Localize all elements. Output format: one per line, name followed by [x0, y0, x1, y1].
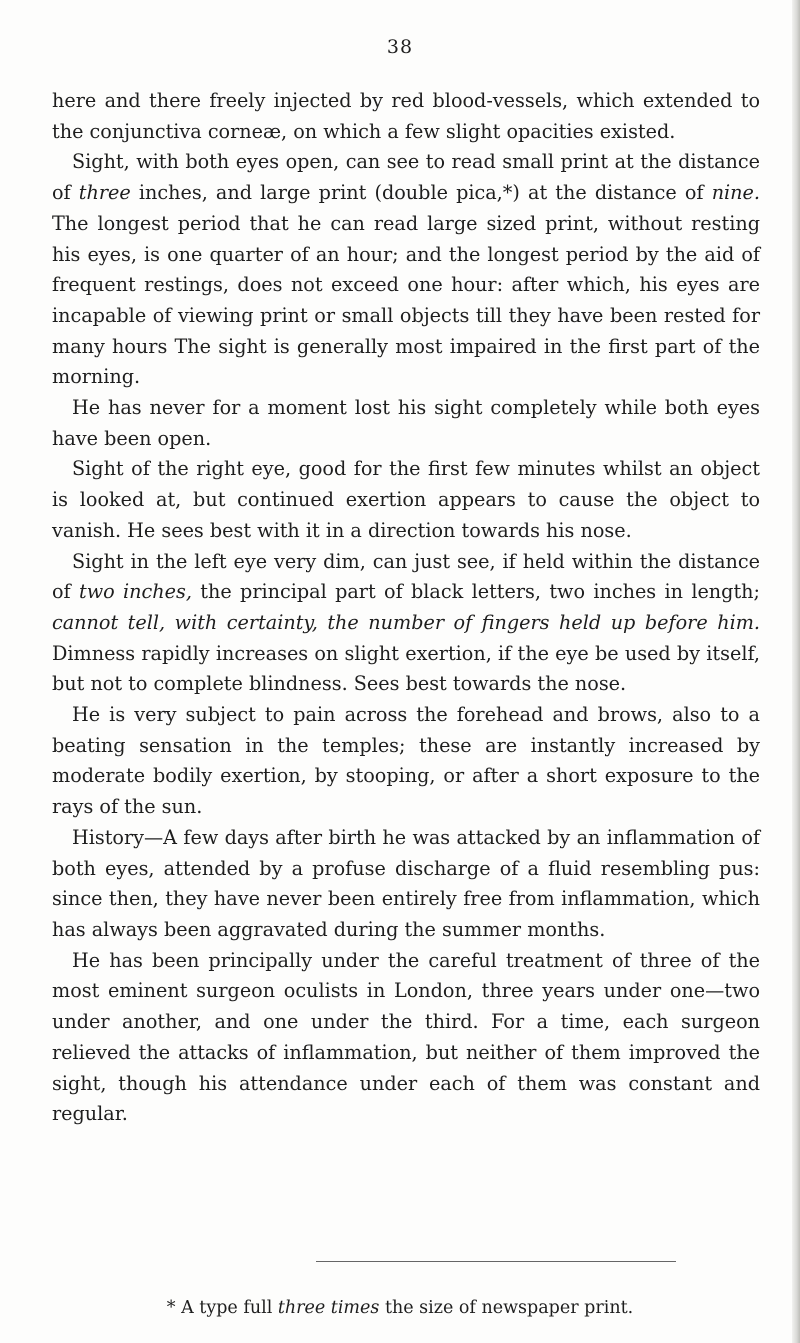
italic-text-segment: two inches,: [79, 580, 192, 604]
paragraph: [52, 547, 760, 701]
footnote-rule: [316, 1261, 676, 1262]
text-segment: Dimness rapidly increases on slight exertion, if the eye be used by itself, but not to complete blindness. Sees best towards the nose.: [52, 641, 760, 696]
page-edge-shadow: [792, 0, 800, 1343]
page-number: 38: [386, 36, 414, 58]
footnote: [0, 1298, 800, 1318]
italic-text-segment: cannot tell, with certainty, the number of fingers held up before him.: [52, 610, 760, 634]
paragraph: [52, 454, 760, 546]
text-segment: Sight of the right eye, good for the first few minutes whilst an object is looked at, but continued exertion appears to cause the object to vanish. He sees best with it in a direction towards his nose.: [52, 457, 760, 542]
italic-text-segment: three: [78, 181, 131, 205]
text-segment: He is very subject to pain across the forehead and brows, also to a beating sensation in the temples; these are instantly increased by moderate bodily exertion, by stooping, or after a short exposure to the rays of the sun.: [52, 703, 760, 819]
paragraph: [52, 700, 760, 823]
text-segment: inches, and large print (double pica,*) at the distance of: [130, 181, 712, 205]
italic-text-segment: three times: [277, 1298, 380, 1318]
paragraph: [52, 823, 760, 946]
text-segment: Sight in the left eye very dim, can just see, if held within the distance of: [52, 549, 760, 604]
text-segment: He has been principally under the careful treatment of three of the most eminent surgeon oculists in London, three years under one—two under another, and one under the third. For a time, each surgeon relieved the attacks of inflammation, but neither of them improved the sight, though his attendance under each of them was constant and regular.: [52, 948, 760, 1126]
paragraph: [52, 946, 760, 1130]
italic-text-segment: nine.: [711, 181, 760, 205]
text-segment: here and there freely injected by red blood-vessels, which extended to the conjunctiva corneæ, on which a few slight opacities existed.: [52, 89, 760, 143]
paragraph: [52, 147, 760, 393]
paragraph: [52, 393, 760, 454]
text-segment: the principal part of black letters, two inches in length;: [191, 580, 760, 604]
body-text: [52, 86, 760, 1130]
text-segment: The longest period that he can read large sized print, without resting his eyes, is one quarter of an hour; and the longest period by the aid of frequent restings, does not exceed one hour: after which, his eyes are incapable of viewing print or small objects till they have been rested for many hours The sight is generally most impaired in the first part of the morning.: [52, 211, 760, 389]
text-segment: * A type full: [166, 1298, 278, 1318]
text-segment: History—A few days after birth he was attacked by an inflammation of both eyes, attended by a profuse discharge of a fluid resembling pus: since then, they have never been entirely free from inflammation, which has always been aggravated during the summer months.: [52, 825, 760, 941]
text-segment: He has never for a moment lost his sight completely while both eyes have been open.: [52, 396, 760, 450]
text-segment: Sight, with both eyes open, can see to read small print at the distance of: [52, 150, 760, 205]
text-segment: the size of newspaper print.: [379, 1298, 634, 1318]
paragraph: [52, 86, 760, 147]
